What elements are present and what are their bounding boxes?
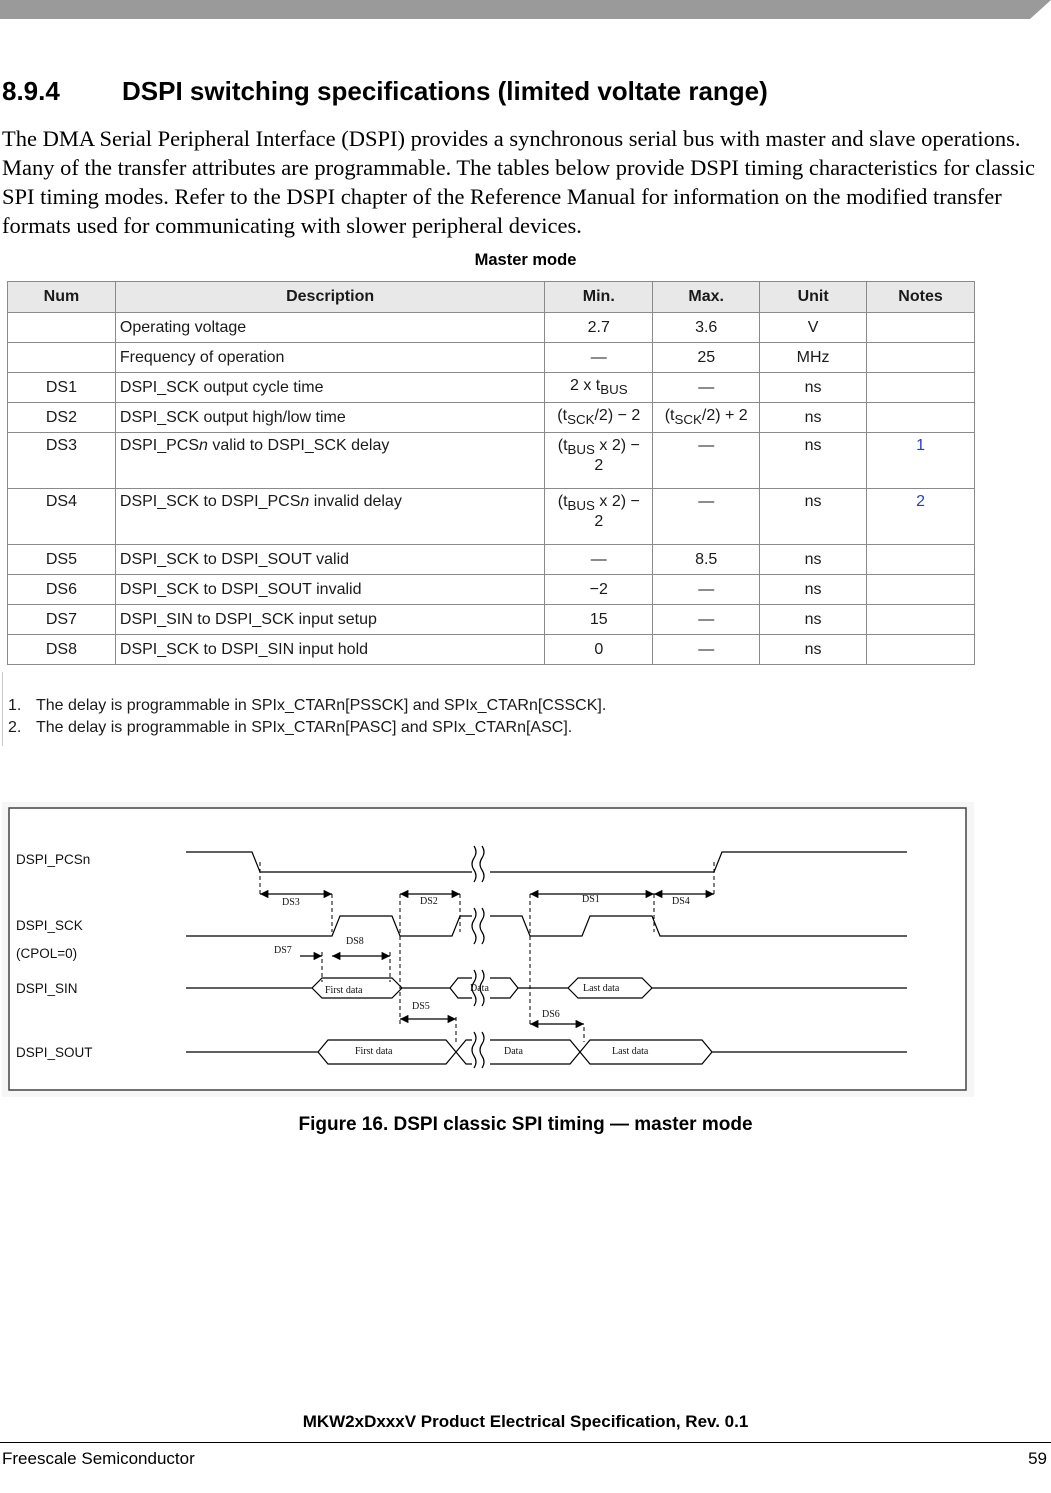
cell-min: 2.7 [545,313,653,343]
table-row [8,545,975,575]
signal-label-sin: DSPI_SIN [16,981,78,996]
cell-unit: ns [760,373,867,403]
footer-divider [0,1442,1051,1443]
cell-description: DSPI_SCK to DSPI_PCSn invalid delay [115,489,544,545]
sin-last-data: Last data [583,983,620,994]
table-row [8,433,975,489]
cell-notes [867,545,975,575]
cell-notes [867,343,975,373]
cell-description: DSPI_SCK to DSPI_SIN input hold [115,635,544,665]
cell-max: — [653,373,760,403]
cell-min: — [545,545,653,575]
page-number: 59 [1028,1449,1047,1468]
cell-description: DSPI_SCK output cycle time [115,373,544,403]
cell-max: $(t_{SCK}/2) + 2$ [653,403,760,433]
col-header-notes: Notes [867,282,975,313]
cell-description: Frequency of operation [115,343,544,373]
signal-label-pcs: DSPI_PCSn [16,852,91,867]
cell-num: DS8 [8,635,116,665]
cell-num: DS6 [8,575,116,605]
table-row [8,313,975,343]
cell-description: Operating voltage [115,313,544,343]
section-number: 8.9.4 [2,76,60,106]
ds8-label: DS8 [346,936,364,947]
cell-num [8,343,116,373]
cell-description: DSPI_SCK to DSPI_SOUT valid [115,545,544,575]
footer-company: Freescale Semiconductor [2,1449,195,1468]
cell-description: DSPI_PCSn valid to DSPI_SCK delay [115,433,544,489]
cell-min: — [545,343,653,373]
cell-notes-link[interactable]: 1 [867,433,975,489]
col-header-unit: Unit [760,282,867,313]
table-row [8,489,975,545]
ds6-label: DS6 [542,1009,560,1020]
signal-label-sout: DSPI_SOUT [16,1045,93,1060]
col-header-max: Max. [653,282,760,313]
table-row [8,605,975,635]
ds3-label: DS3 [282,897,300,908]
header-bar [0,0,1051,19]
cell-max: 25 [653,343,760,373]
cell-max: 8.5 [653,545,760,575]
cell-notes [867,373,975,403]
cell-min: 15 [545,605,653,635]
cell-max: — [653,489,760,545]
cell-min: $(t_{SCK}/2) - 2$ [545,403,653,433]
cell-notes [867,403,975,433]
spec-table [7,281,975,665]
cell-notes [867,605,975,635]
ds4-label: DS4 [672,896,690,907]
cell-unit: ns [760,545,867,575]
cell-unit: ns [760,635,867,665]
cell-unit: ns [760,575,867,605]
ds2-label: DS2 [420,896,438,907]
cell-num: DS4 [8,489,116,545]
ds5-label: DS5 [412,1001,430,1012]
table-row [8,635,975,665]
cell-notes [867,313,975,343]
table-row [8,373,975,403]
sin-first-data: First data [325,985,363,996]
cell-num: DS2 [8,403,116,433]
timing-diagram [2,802,974,1097]
cell-max: — [653,575,760,605]
table-footnotes [8,695,606,739]
cell-unit: ns [760,489,867,545]
col-header-min: Min. [545,282,653,313]
cell-num: DS5 [8,545,116,575]
section-title: DSPI switching specifications (limited voltate range) [122,76,768,106]
cell-max: 3.6 [653,313,760,343]
sout-first-data: First data [355,1046,393,1057]
cell-num: DS7 [8,605,116,635]
table-row [8,403,975,433]
cell-max: — [653,433,760,489]
section-heading [2,76,768,107]
cell-max: — [653,605,760,635]
cell-num: DS3 [8,433,116,489]
divider [2,672,3,746]
cell-min: ($t_{BUS}$ x 2) − 2 [545,433,653,489]
footer-doc-title: MKW2xDxxxV Product Electrical Specification, Rev. 0.1 [302,1412,749,1431]
cell-min: 2 x $t_{BUS}$ [545,373,653,403]
cell-description: DSPI_SIN to DSPI_SCK input setup [115,605,544,635]
cell-unit: V [760,313,867,343]
cell-unit: ns [760,605,867,635]
signal-label-cpol: (CPOL=0) [16,946,78,961]
cell-description: DSPI_SCK output high/low time [115,403,544,433]
cell-unit: ns [760,403,867,433]
col-header-num: Num [8,282,116,313]
cell-max: — [653,635,760,665]
table-caption: Master mode [474,251,577,269]
footnote: 2. The delay is programmable in SPIx_CTARn[PASC] and SPIx_CTARn[ASC]. [8,719,573,736]
intro-paragraph: The DMA Serial Peripheral Interface (DSPI) provides a synchronous serial bus with master and slave operations. Many of the transfer attributes are programmable. The tables below provide DSPI timing characteristics for classic SPI timing modes. Refer to the DSPI chapter of the Reference Manual for information on the modified transfer formats used for communicating with slower peripheral devices. [2,126,1036,238]
table-row [8,575,975,605]
cell-min: ($t_{BUS}$ x 2) − 2 [545,489,653,545]
cell-unit: ns [760,433,867,489]
cell-min: 0 [545,635,653,665]
ds7-label: DS7 [274,945,292,956]
figure-caption: Figure 16. DSPI classic SPI timing — master mode [298,1114,753,1135]
cell-unit: MHz [760,343,867,373]
table-header-row [8,282,975,313]
sin-data: Data [470,983,489,994]
cell-min: −2 [545,575,653,605]
cell-notes [867,635,975,665]
cell-description: DSPI_SCK to DSPI_SOUT invalid [115,575,544,605]
table-row [8,343,975,373]
cell-notes [867,575,975,605]
col-header-description: Description [115,282,544,313]
footnote: 1. The delay is programmable in SPIx_CTARn[PSSCK] and SPIx_CTARn[CSSCK]. [8,697,607,714]
sout-data: Data [504,1046,523,1057]
sout-last-data: Last data [612,1046,649,1057]
ds1-label: DS1 [582,894,600,905]
cell-num: DS1 [8,373,116,403]
cell-num [8,313,116,343]
cell-notes-link[interactable]: 2 [867,489,975,545]
signal-label-sck: DSPI_SCK [16,918,83,933]
